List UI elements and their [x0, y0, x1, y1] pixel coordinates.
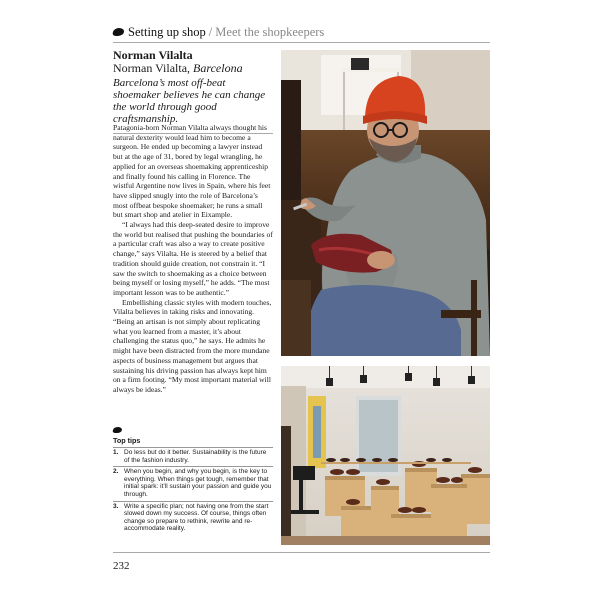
- article-body: [113, 123, 273, 395]
- tip-number: 3.: [113, 502, 119, 510]
- tip-item: [113, 447, 273, 466]
- profile-name-location: [113, 62, 273, 75]
- header-separator: /: [208, 24, 213, 39]
- tip-item: [113, 501, 273, 535]
- top-tips: [113, 427, 273, 535]
- shop-interior-photo: [281, 366, 490, 545]
- tips-bullet-icon: [112, 427, 123, 433]
- footer-rule: [113, 552, 490, 553]
- shoemaker-portrait-photo: [281, 50, 490, 356]
- tip-number: 1.: [113, 449, 119, 456]
- profile-city: Barcelona: [193, 61, 243, 75]
- profile-name: Norman Vilalta: [113, 48, 193, 62]
- section-header: [113, 22, 490, 42]
- subsection-title: Meet the shopkeepers: [215, 24, 325, 39]
- profile-standfirst: Barcelona’s most off-beat shoemaker believes he can change the world through good craftsmanship.: [113, 77, 266, 125]
- tip-number: 2.: [113, 468, 119, 476]
- section-title: Setting up shop: [128, 24, 206, 39]
- tip-text: When you begin, and why you begin, is the key to everything. When things get tough, remember that initial spark: it’ll sustain your passion and guide you through.: [124, 468, 272, 498]
- tip-text: Write a specific plan; not having one from the start slowed down my success. Of course, things often change so prepare to rethink, rewrite and re-accommodate reality.: [124, 502, 269, 533]
- tips-title: Top tips: [113, 436, 141, 445]
- tip-text: Do less but do it better. Sustainability is the future of the fashion industry.: [124, 449, 267, 464]
- body-paragraph: Embellishing classic styles with modern touches, Vilalta believes in taking risks and innovating. “Being an artisan is not simply about replicating what you learned from a master, it’s about challenging the status quo,” he says. He admits he might have been distracted from the more mundane aspects of business management but argues that sustaining his driving passion has always kept him on a firm footing. “My most important material will always be ideas.”: [113, 297, 272, 394]
- body-paragraph: “I always had this deep-seated desire to improve the world but realised that pushing the boundaries of a particular craft was also a way to create positive change,” says Vilalta. He is steered by a belief that tradition should guide creation, not constrain it. “I saw the switch to shoemaking as a choice between being myself or losing myself,” he adds. “The most important lesson was to be authentic.”: [113, 220, 273, 297]
- page-number: 232: [113, 560, 130, 572]
- body-paragraph: Patagonia-born Norman Vilalta always thought his natural dexterity would lead him to become a surgeon. He ended up becoming a lawyer instead but at the age of 31, bored by legal wrangling, he applied for an overseas shoemaking apprenticeship and finally found his calling in Florence. The wistful Argentine now lives in Spain, where his feet have slipped snugly into the role of Barcelona’s most offbeat bespoke shoemaker; he runs a small but smart shop and atelier in Eixample.: [113, 123, 271, 220]
- section-bullet-icon: [112, 28, 125, 36]
- header-rule: [113, 42, 490, 43]
- profile-name-repeat: Norman Vilalta,: [113, 61, 191, 75]
- profile-intro: [113, 48, 273, 134]
- tip-item: [113, 466, 273, 500]
